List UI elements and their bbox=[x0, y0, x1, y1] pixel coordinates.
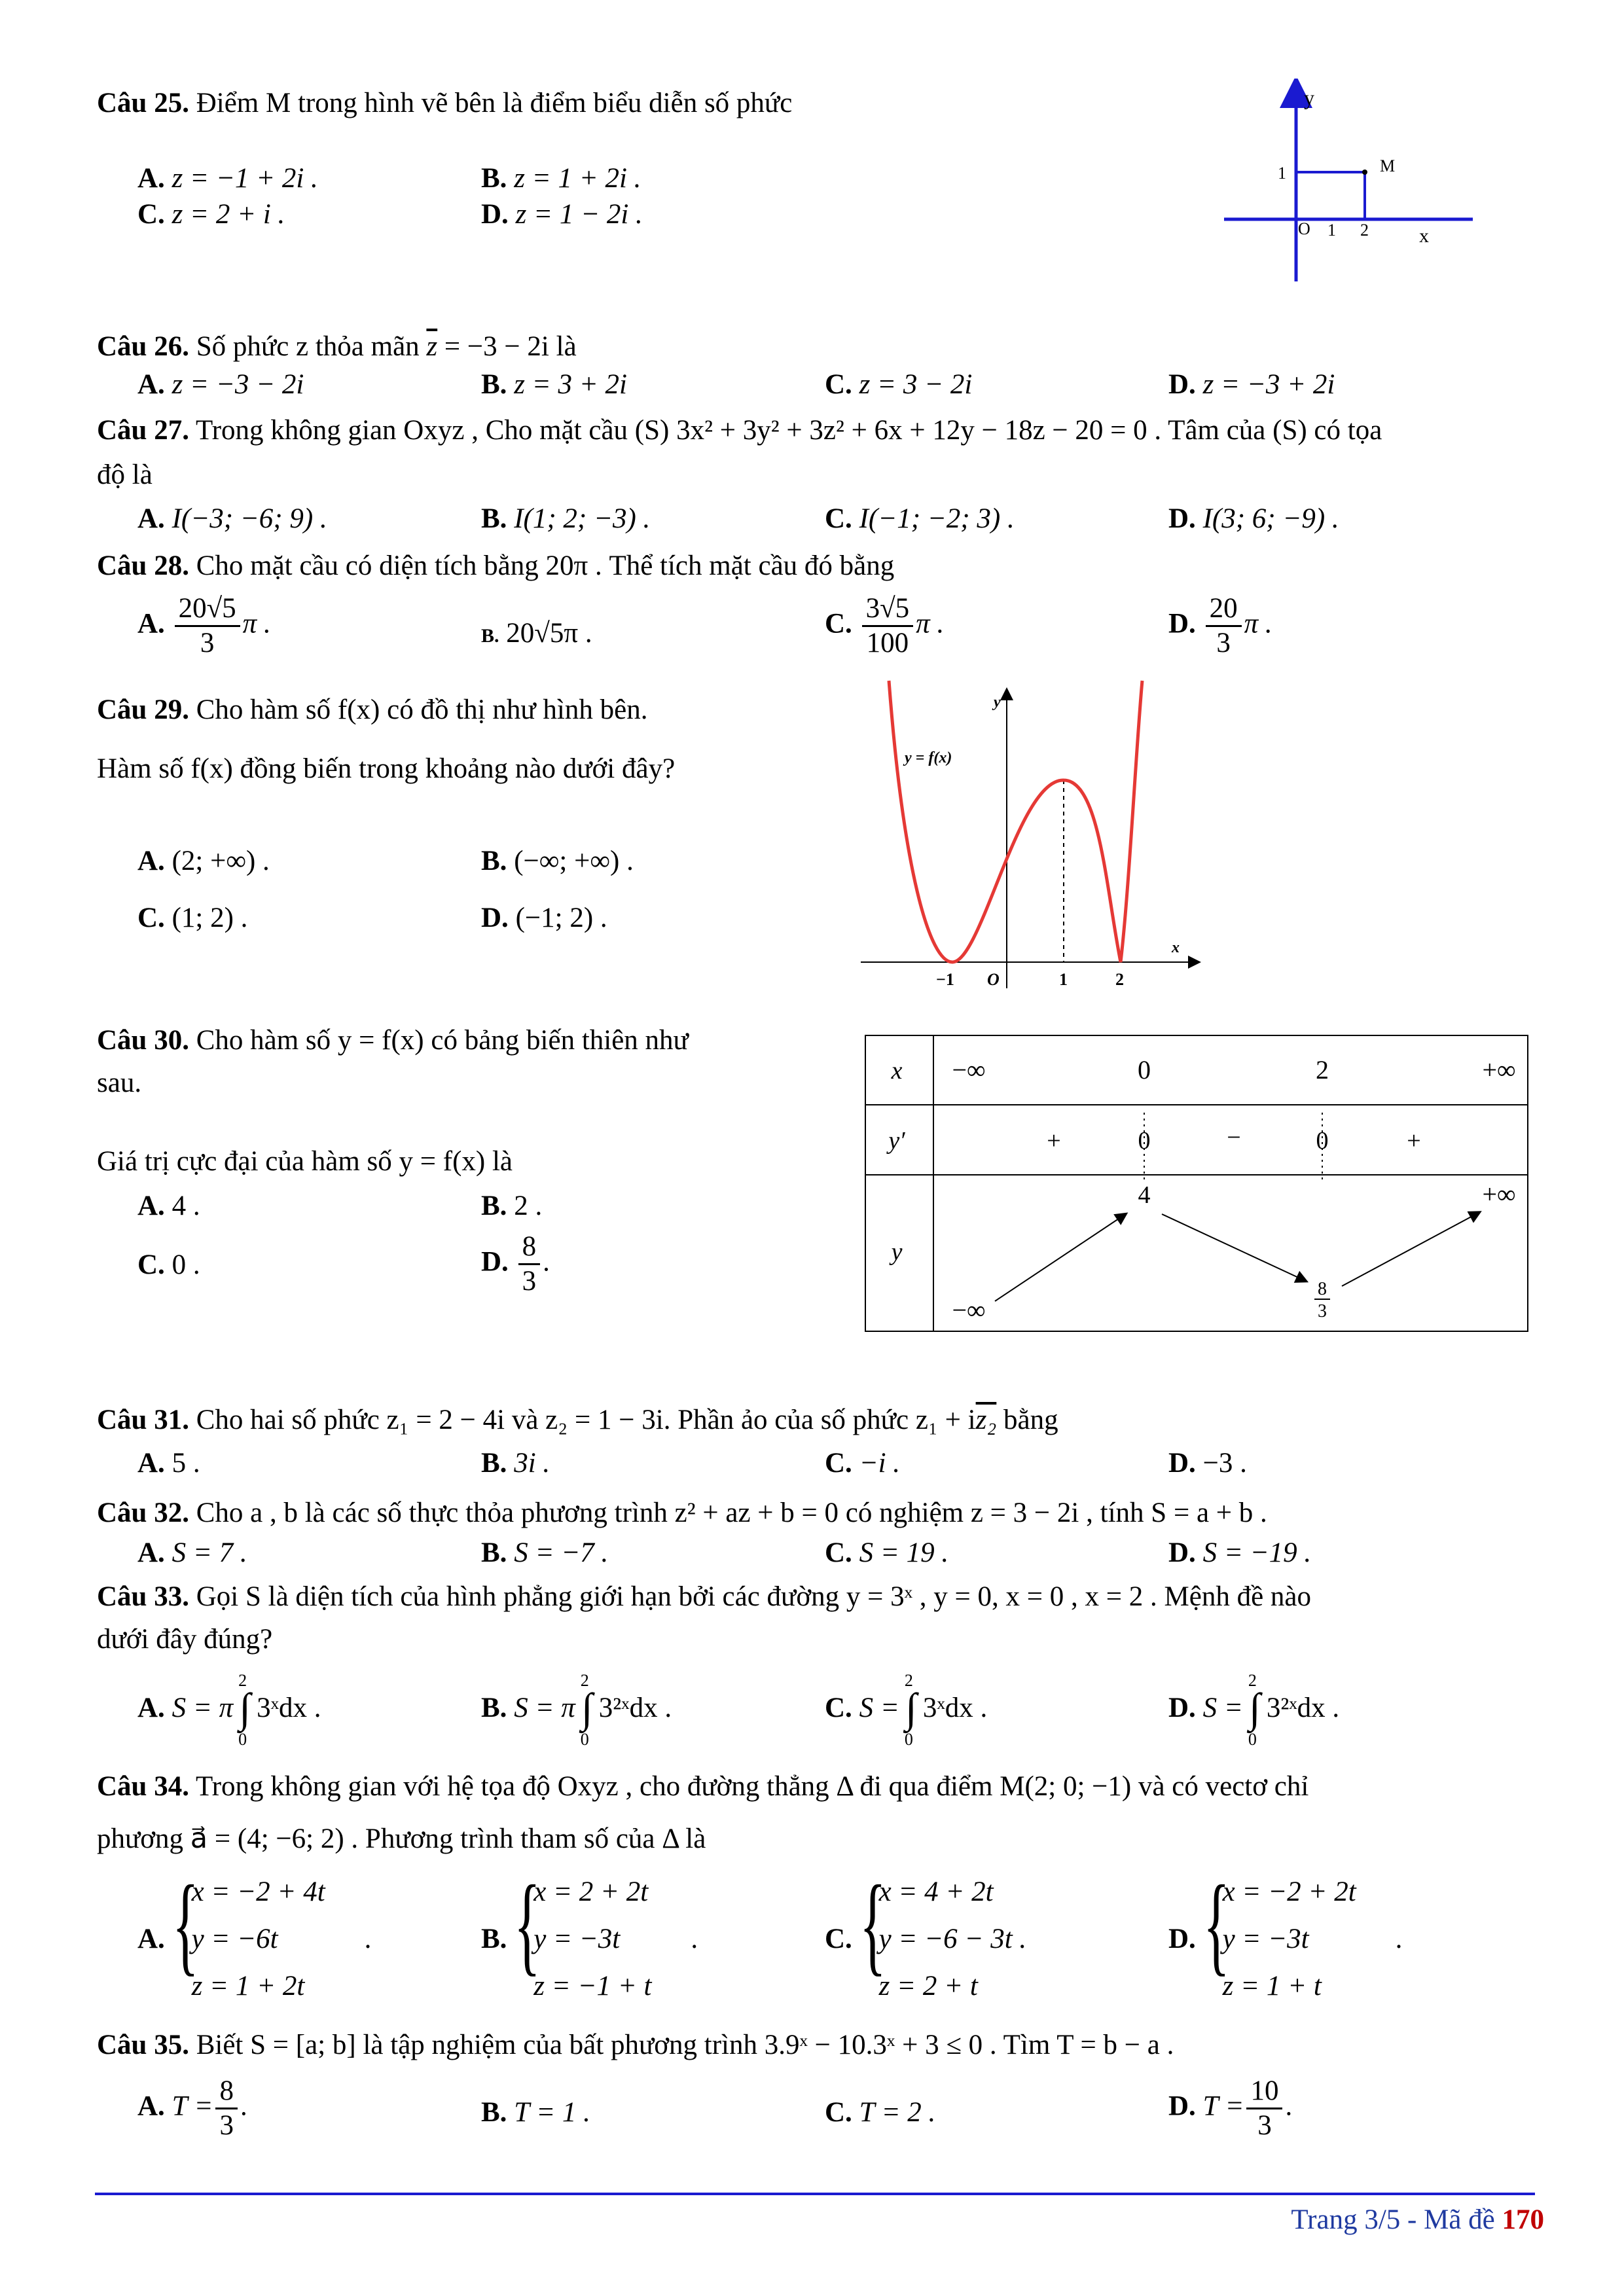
option-label: B. bbox=[481, 1191, 507, 1221]
fraction bbox=[518, 1230, 541, 1298]
question-label: Câu 28. bbox=[97, 550, 189, 581]
option-text: 4 . bbox=[171, 1191, 200, 1221]
option-label: B. bbox=[481, 625, 499, 647]
integral: 2 ∫ 0 bbox=[233, 1689, 257, 1732]
option-text: 5 . bbox=[171, 1448, 200, 1479]
page-number: Trang 3/5 - Mã đề bbox=[1291, 2204, 1495, 2235]
option-a[interactable] bbox=[137, 501, 327, 537]
denominator: 3 bbox=[219, 2110, 234, 2141]
question-text: Cho hai số phức z₁ = 2 − 4i và z₂ = 1 − 3i. Phần ảo của số phức z₁ + i bbox=[196, 1405, 976, 1435]
point-m bbox=[1362, 170, 1367, 175]
question-29-line2 bbox=[97, 749, 1570, 789]
option-prefix: T = bbox=[1202, 2090, 1244, 2122]
option-text: S = −7 . bbox=[514, 1537, 609, 1568]
integrand: 3ˣdx . bbox=[257, 1692, 321, 1723]
option-label: B. bbox=[481, 1692, 507, 1723]
option-text: z = 3 + 2i bbox=[514, 369, 627, 400]
tick-2: 2 bbox=[1115, 970, 1124, 989]
option-b[interactable] bbox=[481, 1188, 542, 1225]
option-label: B. bbox=[481, 503, 507, 534]
option-label: A. bbox=[137, 1537, 165, 1568]
option-prefix: S = bbox=[1202, 1692, 1243, 1723]
equation-row: x = −2 + 4t bbox=[191, 1876, 325, 1907]
question-text: Cho hàm số y = f(x) có bảng biến thiên như bbox=[196, 1025, 689, 1056]
option-text: z = −3 + 2i bbox=[1202, 369, 1335, 400]
integral: 2 ∫ 0 bbox=[899, 1689, 923, 1732]
denominator: 3 bbox=[1216, 628, 1231, 658]
point-m-label: M bbox=[1380, 156, 1396, 175]
question-label: Câu 34. bbox=[97, 1771, 189, 1802]
option-a[interactable] bbox=[137, 1188, 200, 1225]
lower-bound: 0 bbox=[238, 1730, 247, 1749]
question-35 bbox=[97, 2026, 1570, 2065]
tick-1: 1 bbox=[1059, 970, 1068, 989]
exam-code: 170 bbox=[1502, 2204, 1544, 2235]
option-a[interactable] bbox=[137, 2075, 247, 2142]
option-label: B. bbox=[481, 1537, 507, 1568]
tick-x-2: 2 bbox=[1360, 221, 1369, 240]
numerator: 20√5 bbox=[175, 592, 240, 627]
option-text: I(1; 2; −3) . bbox=[514, 503, 651, 534]
numerator: 8 bbox=[518, 1230, 541, 1265]
x-label: x bbox=[1172, 939, 1180, 956]
option-b[interactable] bbox=[481, 367, 627, 403]
option-label: D. bbox=[481, 1246, 509, 1278]
option-tail: . bbox=[1285, 2090, 1293, 2122]
option-label: B. bbox=[481, 1448, 507, 1479]
integral: 2 ∫ 0 bbox=[1243, 1689, 1267, 1732]
option-tail: π . bbox=[1244, 608, 1272, 639]
question-text-tail: = −3 − 2i là bbox=[444, 331, 577, 362]
option-label: D. bbox=[481, 903, 509, 933]
option-c[interactable] bbox=[137, 1247, 200, 1283]
option-tail: . bbox=[1395, 1924, 1403, 1954]
question-text: Biết S = [a; b] là tập nghiệm của bất phương trình 3.9ˣ − 10.3ˣ + 3 ≤ 0 . Tìm T = b − a . bbox=[196, 2030, 1174, 2060]
question-text: phương a⃗ = (4; −6; 2) . Phương trình tham số của Δ là bbox=[97, 1823, 706, 1854]
curve-f bbox=[889, 681, 1142, 962]
y-min-numerator: 8 bbox=[1318, 1279, 1327, 1299]
option-c[interactable] bbox=[825, 1445, 900, 1482]
option-text: S = 19 . bbox=[859, 1537, 949, 1568]
option-b[interactable] bbox=[481, 1671, 672, 1749]
option-text: (−∞; +∞) . bbox=[514, 846, 634, 876]
option-label: C. bbox=[825, 369, 852, 400]
option-text: S = 7 . bbox=[171, 1537, 247, 1568]
question-text: độ là bbox=[97, 459, 153, 490]
question-text: Trong không gian với hệ tọa độ Oxyz , cho đường thẳng Δ đi qua điểm M(2; 0; −1) và có vectơ chỉ bbox=[195, 1771, 1309, 1802]
row-label-y: y bbox=[891, 1238, 903, 1266]
option-text: z = 3 − 2i bbox=[859, 369, 973, 400]
integrand: 3²ˣdx . bbox=[598, 1692, 672, 1723]
option-prefix: S = π bbox=[171, 1692, 234, 1723]
question-label: Câu 31. bbox=[97, 1405, 189, 1435]
equation-row: x = 4 + 2t bbox=[878, 1876, 994, 1907]
option-a[interactable] bbox=[137, 1535, 247, 1571]
option-d[interactable] bbox=[1168, 501, 1339, 537]
option-label: C. bbox=[825, 1537, 852, 1568]
derivative-sign: + bbox=[1047, 1127, 1061, 1155]
function-graph bbox=[851, 674, 1204, 995]
upper-bound: 2 bbox=[238, 1671, 247, 1690]
option-d[interactable] bbox=[1168, 2075, 1292, 2142]
y-max-value: 4 bbox=[1138, 1181, 1151, 1209]
option-label: D. bbox=[1168, 369, 1196, 400]
option-text: −3 . bbox=[1202, 1448, 1247, 1479]
y-label: y bbox=[1304, 86, 1314, 109]
option-tail: . bbox=[364, 1924, 372, 1954]
question-text-tail: bằng bbox=[1003, 1405, 1058, 1435]
y-left-value: −∞ bbox=[952, 1295, 986, 1325]
question-label: Câu 25. bbox=[97, 88, 189, 118]
derivative-sign: − bbox=[1227, 1124, 1241, 1151]
x-value: −∞ bbox=[952, 1055, 986, 1085]
option-c[interactable] bbox=[825, 1535, 948, 1571]
option-tail: . bbox=[691, 1924, 698, 1954]
option-label: A. bbox=[137, 1924, 165, 1954]
option-label: D. bbox=[1168, 1537, 1196, 1568]
option-c[interactable] bbox=[137, 196, 285, 233]
numerator: 3√5 bbox=[862, 592, 914, 627]
question-26 bbox=[97, 327, 1570, 367]
footer-rule bbox=[95, 2193, 1535, 2195]
option-d[interactable] bbox=[1168, 592, 1272, 660]
equation-row: y = −3t bbox=[1222, 1924, 1309, 1954]
option-text: z = −1 + 2i . bbox=[171, 163, 318, 194]
option-label: C. bbox=[825, 503, 852, 534]
arrow-up-1 bbox=[995, 1216, 1123, 1301]
option-label: A. bbox=[137, 2090, 165, 2122]
option-text: S = −19 . bbox=[1202, 1537, 1312, 1568]
arrow-down bbox=[1162, 1214, 1303, 1280]
option-text: 20√5π . bbox=[506, 618, 592, 649]
question-text: Hàm số f(x) đồng biến trong khoảng nào dưới đây? bbox=[97, 753, 676, 784]
option-label: D. bbox=[1168, 503, 1196, 534]
option-prefix: T = bbox=[171, 2090, 213, 2122]
option-text: −i . bbox=[859, 1448, 901, 1479]
option-d[interactable] bbox=[1168, 1445, 1247, 1482]
integrand: 3²ˣdx . bbox=[1266, 1692, 1340, 1723]
option-label: D. bbox=[1168, 1692, 1196, 1723]
option-text: 0 . bbox=[171, 1249, 200, 1280]
option-d[interactable] bbox=[1168, 1535, 1311, 1571]
option-label: C. bbox=[825, 1924, 852, 1954]
option-label: A. bbox=[137, 163, 165, 194]
option-text: (1; 2) . bbox=[171, 903, 248, 933]
option-b[interactable] bbox=[481, 1863, 698, 2010]
numerator: 10 bbox=[1246, 2075, 1282, 2109]
fraction bbox=[862, 592, 914, 660]
option-b[interactable] bbox=[481, 1445, 550, 1482]
question-text: Cho a , b là các số thực thỏa phương trình z² + az + b = 0 có nghiệm z = 3 − 2i , tính S = a + b . bbox=[196, 1498, 1267, 1528]
option-b[interactable] bbox=[481, 843, 634, 880]
option-text: z = 2 + i . bbox=[171, 199, 285, 230]
option-prefix: S = bbox=[859, 1692, 899, 1723]
option-label: C. bbox=[137, 1249, 165, 1280]
y-label: y bbox=[994, 694, 1001, 711]
row-label-x: x bbox=[891, 1057, 903, 1085]
option-text: z = 1 − 2i . bbox=[515, 199, 643, 230]
question-31 bbox=[97, 1401, 1570, 1440]
option-c[interactable] bbox=[825, 2094, 935, 2131]
variation-table bbox=[864, 1034, 1532, 1335]
integral: 2 ∫ 0 bbox=[575, 1689, 599, 1732]
question-label: Câu 33. bbox=[97, 1581, 189, 1612]
option-a[interactable] bbox=[137, 843, 270, 880]
equation-row: z = −1 + t bbox=[533, 1971, 652, 2001]
option-label: C. bbox=[825, 2097, 852, 2128]
numerator: 8 bbox=[215, 2075, 238, 2109]
option-text: z = 1 + 2i . bbox=[514, 163, 641, 194]
option-text: I(−1; −2; 3) . bbox=[859, 503, 1015, 534]
option-label: A. bbox=[137, 1692, 165, 1723]
y-min-denominator: 3 bbox=[1318, 1301, 1327, 1321]
option-label: B. bbox=[481, 369, 507, 400]
derivative-sign: + bbox=[1407, 1127, 1421, 1155]
option-b[interactable] bbox=[481, 160, 641, 197]
option-c[interactable] bbox=[825, 1863, 1027, 2010]
option-label: A. bbox=[137, 369, 165, 400]
derivative-sign: 0 bbox=[1316, 1127, 1329, 1155]
option-text: (−1; 2) . bbox=[515, 903, 607, 933]
question-34-line2 bbox=[97, 1820, 1570, 1859]
x-value: 0 bbox=[1138, 1055, 1151, 1085]
fraction bbox=[175, 592, 240, 660]
question-text: Số phức z thỏa mãn bbox=[196, 331, 420, 362]
question-27 bbox=[97, 411, 1570, 450]
equation-row: y = −3t bbox=[533, 1924, 621, 1954]
option-label: B. bbox=[481, 1924, 507, 1954]
option-label: C. bbox=[825, 1448, 852, 1479]
equation-row: z = 1 + t bbox=[1222, 1971, 1322, 2001]
equation-row: y = −6 − 3t . bbox=[878, 1924, 1027, 1954]
option-text: T = 2 . bbox=[859, 2097, 936, 2128]
lower-bound: 0 bbox=[904, 1730, 913, 1749]
question-label: Câu 35. bbox=[97, 2030, 189, 2060]
option-d[interactable] bbox=[1168, 1671, 1340, 1749]
question-text: Trong không gian Oxyz , Cho mặt cầu (S) 3x² + 3y² + 3z² + 6x + 12y − 18z − 20 = 0 . Tâm của (S) có tọa bbox=[195, 415, 1382, 446]
fraction bbox=[215, 2075, 238, 2142]
equation-row: x = −2 + 2t bbox=[1222, 1876, 1356, 1907]
upper-bound: 2 bbox=[580, 1671, 589, 1690]
x-label: x bbox=[1419, 225, 1429, 247]
option-label: B. bbox=[481, 2097, 507, 2128]
question-33-line2 bbox=[97, 1620, 1570, 1659]
option-prefix: S = π bbox=[514, 1692, 575, 1723]
option-label: D. bbox=[1168, 608, 1196, 639]
question-32 bbox=[97, 1494, 1570, 1533]
conjugate-z2: z₂ bbox=[975, 1405, 997, 1435]
question-label: Câu 27. bbox=[97, 415, 189, 446]
derivative-sign: 0 bbox=[1138, 1127, 1151, 1155]
option-text: 3i . bbox=[514, 1448, 550, 1479]
option-a[interactable] bbox=[137, 1863, 372, 2010]
option-label: D. bbox=[1168, 2090, 1196, 2122]
option-label: C. bbox=[825, 608, 852, 639]
question-label: Câu 26. bbox=[97, 331, 189, 362]
denominator: 3 bbox=[1257, 2110, 1272, 2141]
equation-row: y = −6t bbox=[191, 1924, 278, 1954]
option-label: B. bbox=[481, 846, 507, 876]
question-28 bbox=[97, 547, 1570, 586]
option-label: D. bbox=[1168, 1924, 1196, 1954]
option-c[interactable] bbox=[825, 592, 944, 660]
option-c[interactable] bbox=[825, 1671, 988, 1749]
tick-x-1: 1 bbox=[1327, 221, 1336, 240]
option-b[interactable] bbox=[481, 2094, 590, 2131]
y-right-value: +∞ bbox=[1482, 1179, 1516, 1209]
option-label: C. bbox=[137, 199, 165, 230]
fraction bbox=[1246, 2075, 1282, 2142]
option-label: D. bbox=[481, 199, 509, 230]
equation-row: z = 2 + t bbox=[878, 1971, 978, 2001]
option-a[interactable] bbox=[137, 1445, 200, 1482]
option-c[interactable] bbox=[825, 501, 1015, 537]
complex-plane-figure bbox=[1211, 79, 1492, 288]
option-b[interactable] bbox=[481, 501, 650, 537]
question-label: Câu 29. bbox=[97, 694, 189, 725]
question-text: Gọi S là diện tích của hình phẳng giới hạn bởi các đường y = 3ˣ , y = 0, x = 0 , x = 2 . Mệnh đề nào bbox=[196, 1581, 1312, 1612]
upper-bound: 2 bbox=[904, 1671, 913, 1690]
question-label: Câu 32. bbox=[97, 1498, 189, 1528]
question-text: sau. bbox=[97, 1067, 142, 1098]
question-text: Cho mặt cầu có diện tích bằng 20π . Thể tích mặt cầu đó bằng bbox=[196, 550, 895, 581]
arrow-up-2 bbox=[1342, 1214, 1476, 1286]
denominator: 3 bbox=[522, 1266, 537, 1297]
origin-label: O bbox=[987, 970, 1000, 989]
denominator: 3 bbox=[200, 628, 215, 658]
option-label: A. bbox=[137, 1191, 165, 1221]
x-value: +∞ bbox=[1482, 1055, 1516, 1085]
page-footer bbox=[1291, 2200, 1544, 2240]
question-29 bbox=[97, 691, 1570, 730]
function-label: y = f(x) bbox=[905, 749, 952, 766]
option-d[interactable] bbox=[1168, 1863, 1403, 2010]
question-text: dưới đây đúng? bbox=[97, 1624, 273, 1655]
tick-minus-1: −1 bbox=[936, 970, 954, 989]
option-a[interactable] bbox=[137, 160, 318, 197]
lower-bound: 0 bbox=[580, 1730, 589, 1749]
option-tail: π . bbox=[916, 608, 945, 639]
option-d[interactable] bbox=[481, 900, 607, 937]
fraction bbox=[1206, 592, 1242, 660]
question-text: Cho hàm số f(x) có đồ thị như hình bên. bbox=[196, 694, 648, 725]
option-d[interactable] bbox=[1168, 367, 1335, 403]
option-text: z = −3 − 2i bbox=[171, 369, 304, 400]
option-c[interactable] bbox=[137, 900, 247, 937]
option-label: A. bbox=[137, 608, 165, 639]
equation-system: { x = 4 + 2t y = −6 − 3t . z = 2 + t bbox=[859, 1869, 1027, 2010]
option-d[interactable] bbox=[481, 196, 643, 233]
option-label: C. bbox=[825, 1692, 852, 1723]
option-a[interactable] bbox=[137, 592, 271, 660]
option-text: (2; +∞) . bbox=[171, 846, 270, 876]
question-27-line2 bbox=[97, 456, 1570, 495]
denominator: 100 bbox=[866, 628, 909, 658]
option-b[interactable] bbox=[481, 1535, 608, 1571]
option-text: 2 . bbox=[514, 1191, 543, 1221]
question-text: Điểm M trong hình vẽ bên là điểm biểu diễn số phức bbox=[196, 88, 793, 118]
option-b[interactable] bbox=[481, 615, 592, 655]
row-label-y-prime: y′ bbox=[888, 1127, 905, 1155]
integrand: 3ˣdx . bbox=[922, 1692, 988, 1723]
question-33 bbox=[97, 1577, 1570, 1617]
conjugate-z: $\overline{z}$ bbox=[426, 331, 438, 362]
option-c[interactable] bbox=[825, 367, 972, 403]
option-label: B. bbox=[481, 163, 507, 194]
option-a[interactable] bbox=[137, 1671, 321, 1749]
equation-system: { x = −2 + 2t y = −3t z = 1 + t bbox=[1203, 1869, 1356, 2010]
equation-row: z = 1 + 2t bbox=[191, 1971, 305, 2001]
x-value: 2 bbox=[1316, 1055, 1329, 1085]
question-text: Giá trị cực đại của hàm số y = f(x) là bbox=[97, 1146, 513, 1177]
option-d[interactable] bbox=[481, 1230, 550, 1298]
origin-label: O bbox=[1298, 219, 1310, 238]
option-tail: π . bbox=[242, 608, 271, 639]
option-label: A. bbox=[137, 846, 165, 876]
numerator: 20 bbox=[1206, 592, 1242, 627]
question-label: Câu 30. bbox=[97, 1025, 189, 1056]
option-text: T = 1 . bbox=[514, 2097, 590, 2128]
option-text: I(−3; −6; 9) . bbox=[171, 503, 327, 534]
equation-row: x = 2 + 2t bbox=[533, 1876, 649, 1907]
option-label: A. bbox=[137, 503, 165, 534]
option-label: D. bbox=[1168, 1448, 1196, 1479]
option-label: A. bbox=[137, 1448, 165, 1479]
option-tail: . bbox=[543, 1246, 550, 1278]
tick-y-1: 1 bbox=[1278, 164, 1286, 183]
upper-bound: 2 bbox=[1248, 1671, 1257, 1690]
equation-system: { x = −2 + 4t y = −6t z = 1 + 2t bbox=[172, 1869, 325, 2010]
equation-system: { x = 2 + 2t y = −3t z = −1 + t bbox=[514, 1869, 651, 2010]
question-34 bbox=[97, 1767, 1570, 1806]
option-text: I(3; 6; −9) . bbox=[1202, 503, 1339, 534]
option-tail: . bbox=[240, 2090, 247, 2122]
option-a[interactable] bbox=[137, 367, 304, 403]
lower-bound: 0 bbox=[1248, 1730, 1257, 1749]
option-label: C. bbox=[137, 903, 165, 933]
